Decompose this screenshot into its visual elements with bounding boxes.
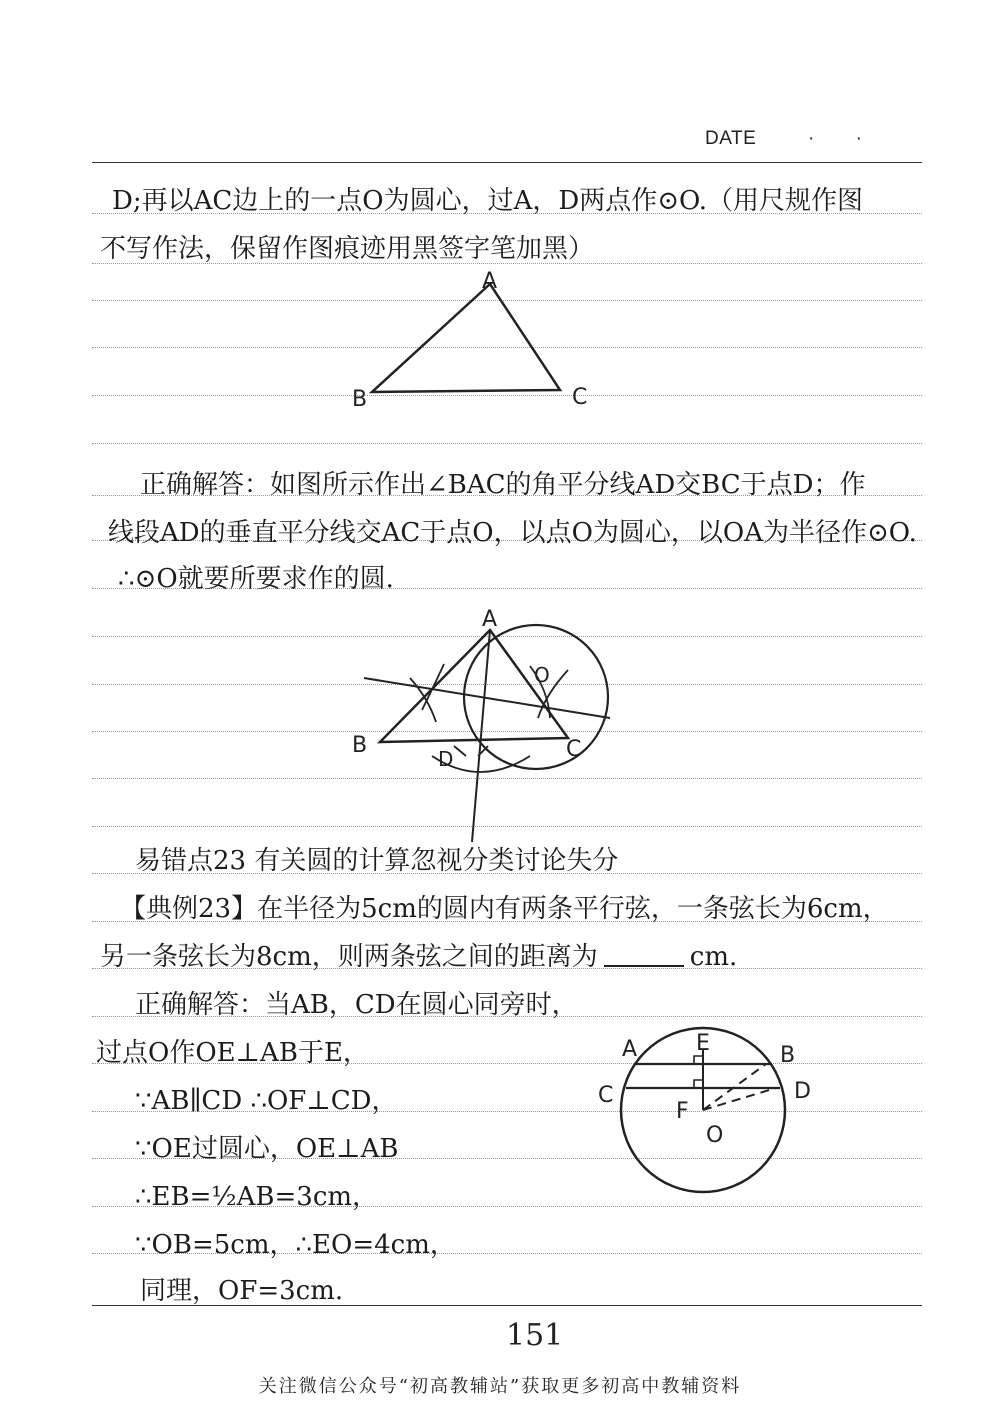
- chord-circle-figure: [590, 1020, 830, 1200]
- solution2-step-6: 同理，OF=3cm.: [140, 1276, 344, 1306]
- solution2-step-4: ∴EB=½AB=3cm，: [135, 1182, 379, 1212]
- solution2-intro: 正确解答：当AB，CD在圆心同旁时，: [135, 990, 578, 1020]
- right-angle-mark-f: [694, 1080, 703, 1088]
- point-label-o: O: [534, 663, 550, 687]
- example-line-2-unit: cm.: [689, 942, 738, 972]
- point-label-d: D: [794, 1079, 811, 1104]
- example-line-1: 【典例23】在半径为5cm的圆内有两条平行弦，一条弦长为6cm，: [120, 894, 889, 924]
- solution2-step-5: ∵OB=5cm，∴EO=4cm，: [135, 1230, 456, 1260]
- triangle-abc: [372, 284, 560, 392]
- point-label-o: O: [706, 1123, 724, 1148]
- triangle-figure: [340, 268, 610, 418]
- construction-mark: [454, 746, 488, 756]
- solution1-line-1: 正确解答：如图所示作出∠BAC的角平分线AD交BC于点D；作: [140, 470, 866, 500]
- solution2-step-3: ∵OE过圆心，OE⊥AB: [135, 1134, 399, 1164]
- vertex-label-b: B: [352, 733, 368, 758]
- construction-figure: [340, 606, 640, 856]
- segment-od: [703, 1088, 776, 1110]
- example-line-2-text: 另一条弦长为8cm，则两条弦之间的距离为: [100, 942, 598, 972]
- point-label-b: B: [780, 1043, 796, 1068]
- point-label-a: A: [622, 1037, 638, 1062]
- date-value: · ·: [808, 128, 880, 149]
- answer-blank: [604, 965, 684, 967]
- point-label-c: C: [598, 1083, 614, 1108]
- perpendicular-bisector: [364, 678, 610, 718]
- footer-notice: 关注微信公众号“初高教辅站”获取更多初高中教辅资料: [258, 1376, 742, 1397]
- vertex-label-c: C: [572, 385, 588, 410]
- problem-line-2: 不写作法，保留作图痕迹用黑签字笔加黑）: [100, 234, 595, 264]
- example-line-2: [100, 944, 737, 970]
- ruled-line: [92, 443, 922, 444]
- solution1-line-3: ∴⊙O就要所要求作的圆.: [118, 564, 394, 594]
- point-label-f: F: [676, 1099, 689, 1124]
- solution2-step-2: ∵AB∥CD ∴OF⊥CD，: [135, 1086, 398, 1116]
- solution2-step-1: 过点O作OE⊥AB于E，: [96, 1038, 369, 1068]
- vertex-label-a: A: [482, 269, 498, 294]
- vertex-label-b: B: [352, 387, 368, 412]
- page-number: 151: [506, 1318, 564, 1353]
- vertex-label-a: A: [482, 607, 498, 632]
- section-title: 易错点23 有关圆的计算忽视分类讨论失分: [135, 846, 619, 876]
- vertex-label-c: C: [566, 737, 582, 762]
- right-angle-mark-e: [694, 1056, 703, 1064]
- problem-line-1: D;再以AC边上的一点O为圆心，过A，D两点作⊙O.（用尺规作图: [112, 186, 864, 216]
- date-label: DATE: [705, 128, 757, 149]
- solution1-line-2: 线段AD的垂直平分线交AC于点O，以点O为圆心，以OA为半径作⊙O.: [108, 518, 917, 548]
- point-label-d: D: [438, 747, 454, 771]
- point-label-e: E: [696, 1031, 710, 1056]
- header-rule: [92, 162, 922, 163]
